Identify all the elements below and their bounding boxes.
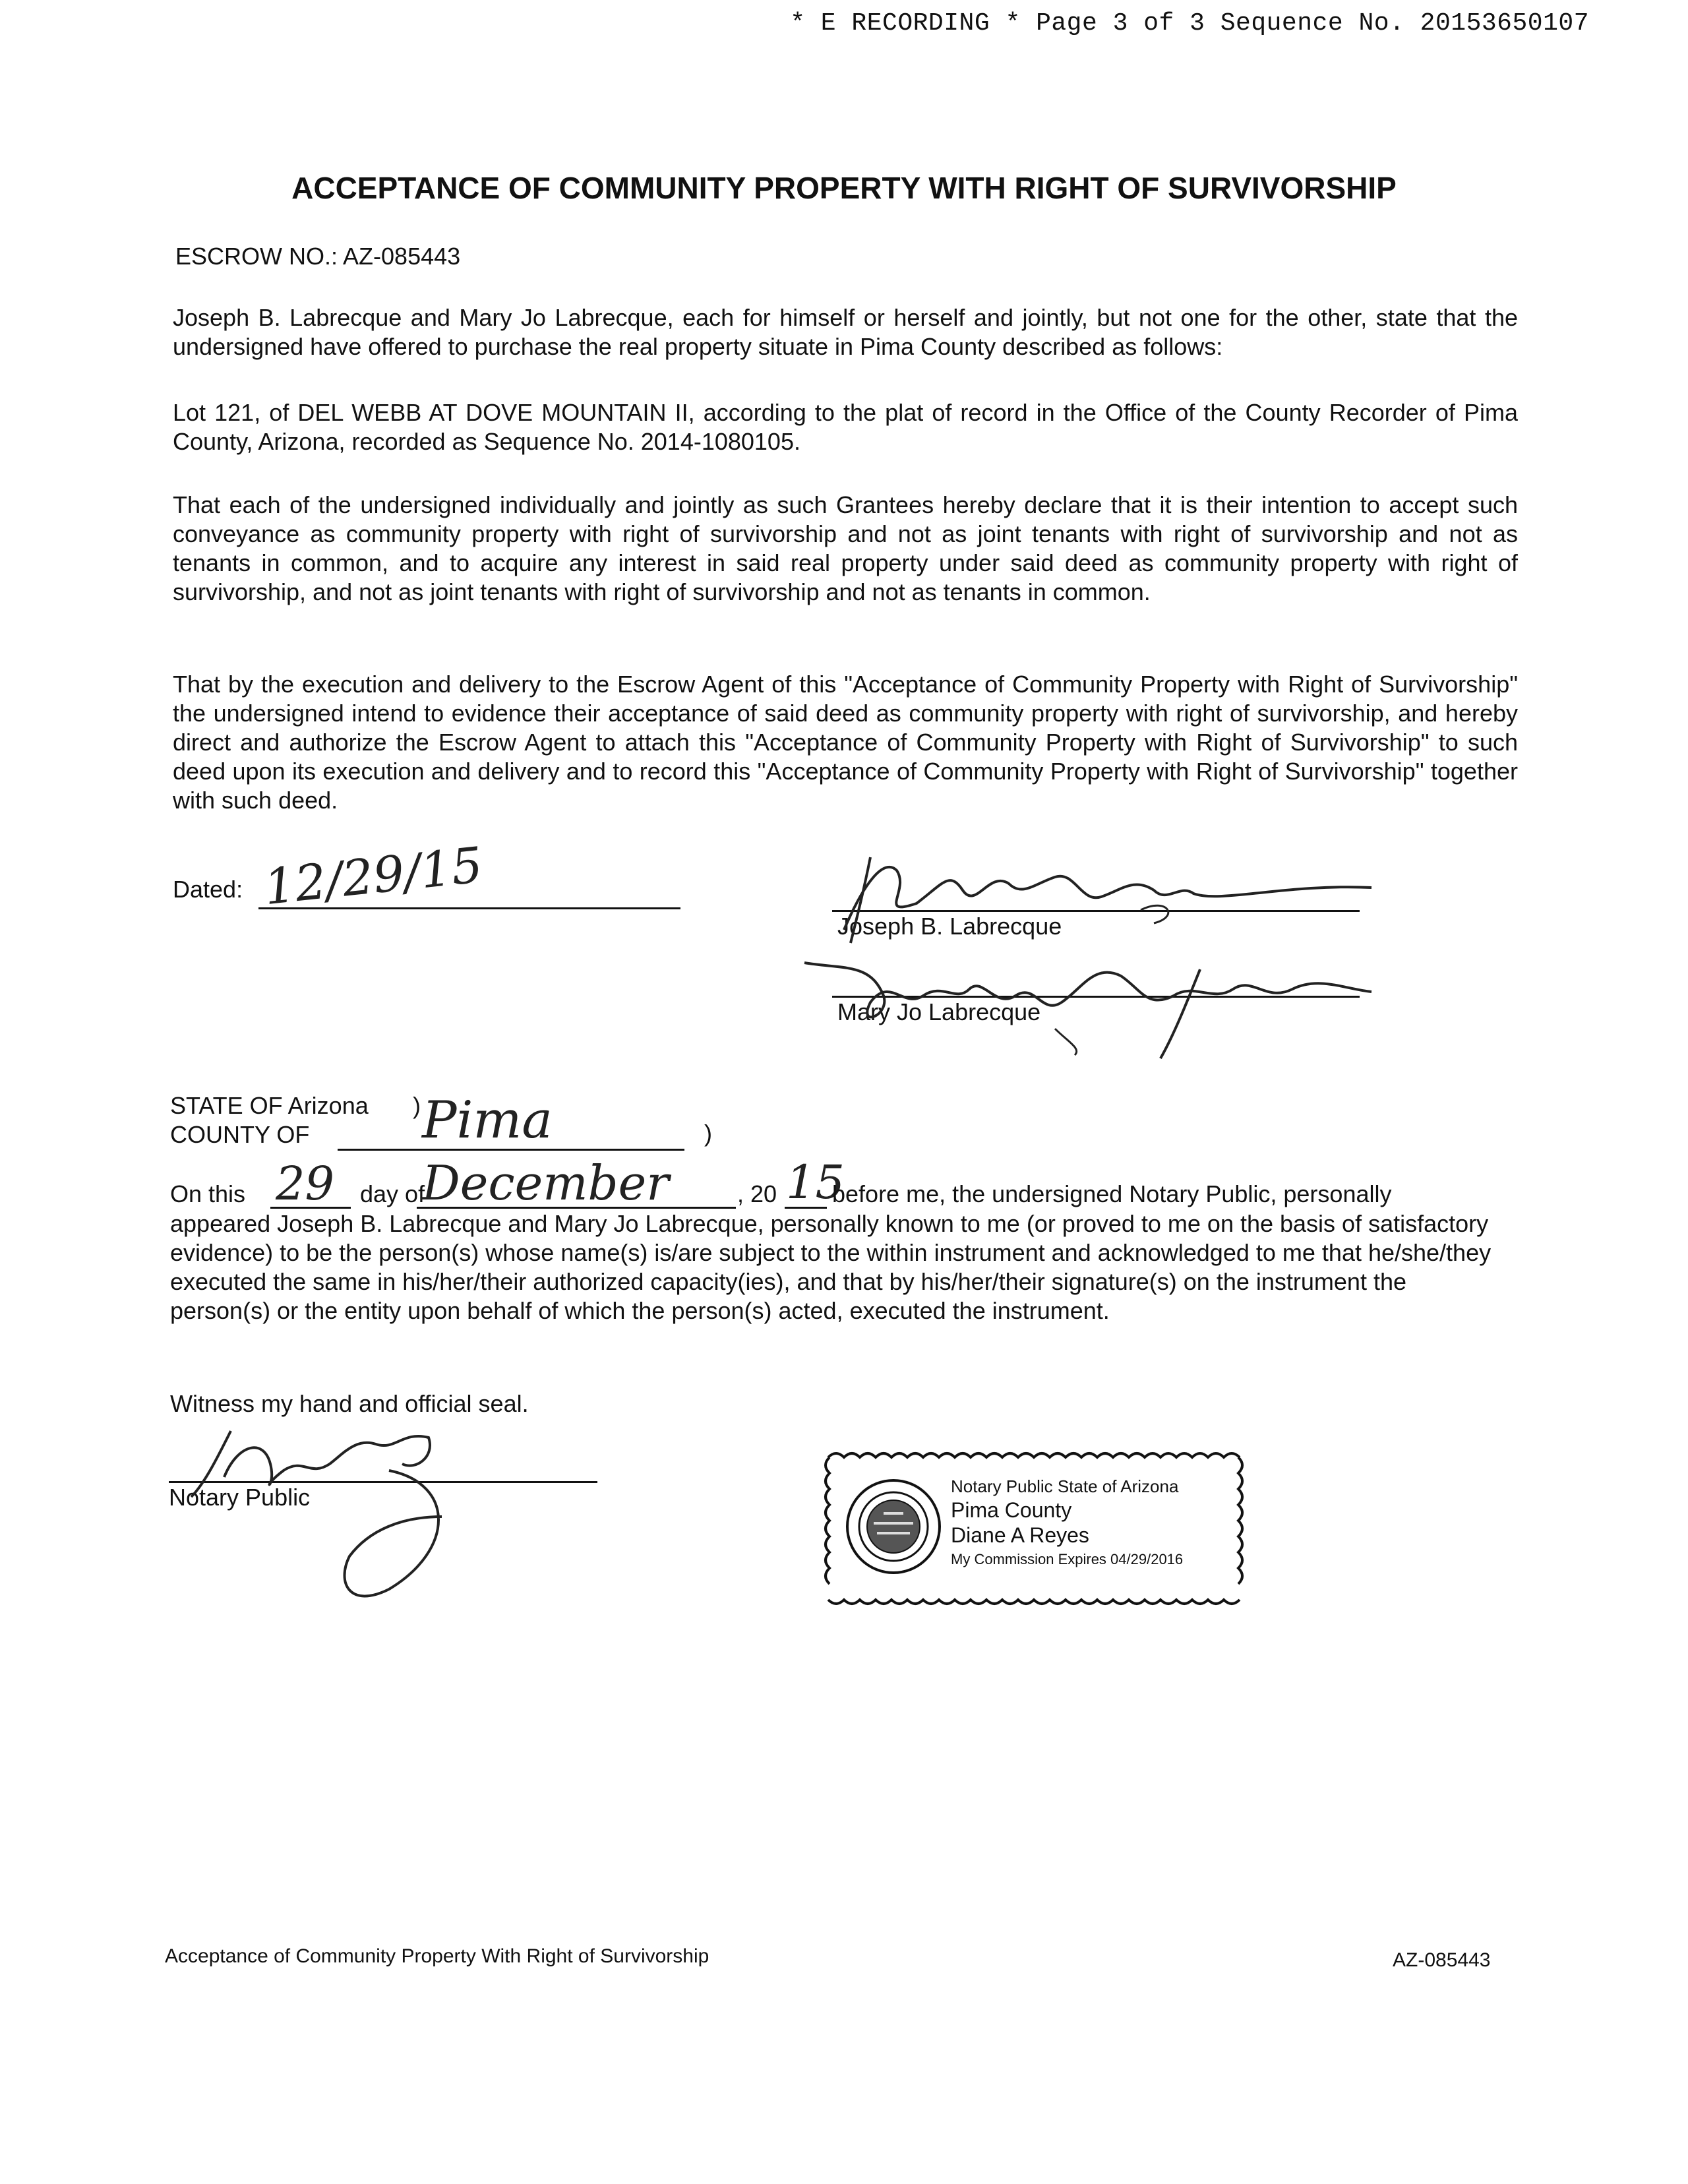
notary-seal-icon (844, 1477, 943, 1576)
signer-name-1: Joseph B. Labrecque (837, 913, 1062, 940)
on-this-label: On this (170, 1180, 246, 1207)
dated-label: Dated: (173, 876, 243, 903)
recording-header: * E RECORDING * Page 3 of 3 Sequence No. 20153650107 (790, 9, 1589, 38)
witness-line: Witness my hand and official seal. (170, 1390, 529, 1417)
paragraph-execution: That by the execution and delivery to the Escrow Agent of this "Acceptance of Community Property with Right of Survivorship" the undersigned intend to evidence their acceptance of said deed as community property with right of survivorship, and hereby direct and authorize the Escrow Agent to attach this "Acceptance of Community Property with Right of Survivorship" to such deed upon its execution and delivery and to record this "Acceptance of Community Property with Right of Survivorship" together with such deed. (173, 671, 1518, 814)
footer-escrow-number: AZ-085443 (1393, 1949, 1491, 1971)
signature-joseph (824, 844, 1385, 950)
dated-handwritten: 12/29/15 (261, 836, 485, 917)
day-handwritten: 29 (276, 1157, 335, 1211)
acknowledgment-text: appeared Joseph B. Labrecque and Mary Jo Labrecque, personally known to me (or proved to me on the basis of satisfactory evidence) to be the person(s) whose name(s) is/are subject to the within instrument and acknowledged to me that he/she/they executed the same in his/her/their authorized capacity(ies), and that by his/her/their signature(s) on the instrument the person(s) or the entity upon behalf of which the person(s) acted, executed the instrument. (170, 1210, 1492, 1324)
county-handwritten: Pima (422, 1091, 553, 1150)
notary-public-label: Notary Public (169, 1484, 311, 1511)
ack-lead: before me, the undersigned Notary Public, personally (832, 1180, 1392, 1207)
state-paren: ) (413, 1092, 421, 1119)
paragraph-purchase: Joseph B. Labrecque and Mary Jo Labrecque, each for himself or herself and jointly, but not one for the other, state that the undersigned have offered to purchase the real property situate in Pima County described as follows: (173, 304, 1518, 360)
county-paren: ) (704, 1120, 712, 1147)
signer-name-2: Mary Jo Labrecque (837, 998, 1041, 1025)
day-of-label: day of (360, 1180, 425, 1207)
signature-mary (791, 936, 1385, 1062)
stamp-line-2: Pima County (951, 1498, 1072, 1522)
year-handwritten: 15 (786, 1155, 845, 1209)
year-prefix: , 20 (737, 1180, 777, 1207)
stamp-line-3: Diane A Reyes (951, 1523, 1089, 1547)
county-label: COUNTY OF (170, 1121, 310, 1148)
escrow-number: AZ-085443 (343, 243, 461, 270)
month-handwritten: December (422, 1155, 669, 1211)
stamp-line-4: My Commission Expires 04/29/2016 (951, 1551, 1184, 1567)
signature-notary (178, 1418, 521, 1616)
escrow-line (175, 243, 460, 270)
state-label: STATE OF Arizona (170, 1092, 369, 1119)
stamp-line-1: Notary Public State of Arizona (951, 1476, 1179, 1496)
document-title: ACCEPTANCE OF COMMUNITY PROPERTY WITH RIGHT OF SURVIVORSHIP (291, 171, 1397, 205)
paragraph-legal-description: Lot 121, of DEL WEBB AT DOVE MOUNTAIN II, according to the plat of record in the Office of the County Recorder of Pima County, Arizona, recorded as Sequence No. 2014-1080105. (173, 399, 1518, 455)
paragraph-intention: That each of the undersigned individually and jointly as such Grantees hereby declare that it is their intention to accept such conveyance as community property with right of survivorship and not as joint tenants with right of survivorship and not as tenants in common, and to acquire any interest in said real property under said deed as community property with right of survivorship, and not as joint tenants with right of survivorship and not as tenants in common. (173, 491, 1518, 605)
footer-title: Acceptance of Community Property With Right of Survivorship (165, 1945, 709, 1967)
escrow-label: ESCROW NO.: (175, 243, 338, 270)
